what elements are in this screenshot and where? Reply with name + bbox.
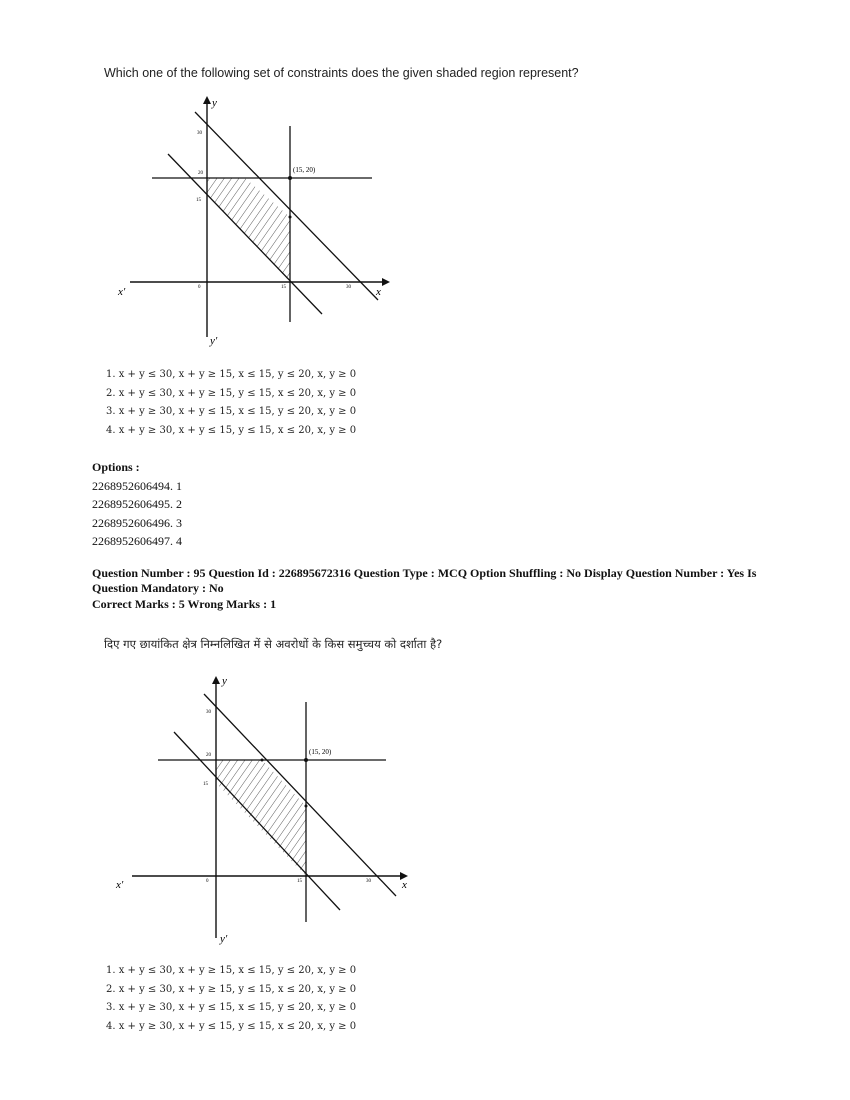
y-axis-label: y <box>212 97 217 109</box>
tick-label-20y: 20 <box>198 171 203 176</box>
x-axis-label: x <box>376 286 381 298</box>
shaded-region <box>207 178 290 282</box>
options-title: Options : <box>92 460 140 474</box>
tick-label-30x: 30 <box>346 285 351 290</box>
x-axis-label: x <box>402 879 407 891</box>
options-block <box>92 458 182 551</box>
choice-item: 1. x + y ≤ 30, x + y ≥ 15, x ≤ 15, y ≤ 20, x, y ≥ 0 <box>106 369 357 380</box>
choice-item: 1. x + y ≤ 30, x + y ≥ 15, x ≤ 15, y ≤ 20, x, y ≥ 0 <box>106 965 357 976</box>
choice-item: 2. x + y ≤ 30, x + y ≥ 15, y ≤ 15, x ≤ 20, x, y ≥ 0 <box>106 983 357 995</box>
x-neg-axis-label: x′ <box>116 879 124 891</box>
origin-label: 0 <box>206 879 209 884</box>
tick-label-15x: 15 <box>297 879 302 884</box>
question-text-hindi: दिए गए छायांकित क्षेत्र निम्नलिखित में से अवरोधों के किस समुच्चय को दर्शाता है? <box>104 637 443 651</box>
constraint-graph-hindi <box>110 670 420 950</box>
option-id: 2268952606497. 4 <box>92 534 182 549</box>
y-neg-axis-label: y′ <box>210 335 218 347</box>
point-label: (15, 20) <box>293 166 316 174</box>
tick-label-15y: 15 <box>203 782 208 787</box>
point-marker <box>288 176 292 180</box>
marks-line: Correct Marks : 5 Wrong Marks : 1 <box>92 597 277 611</box>
option-id: 2268952606494. 1 <box>92 478 182 493</box>
question-meta <box>92 566 772 612</box>
y-neg-axis-label: y′ <box>220 933 228 945</box>
choice-item: 4. x + y ≥ 30, x + y ≤ 15, y ≤ 15, x ≤ 20, x, y ≥ 0 <box>106 1020 357 1032</box>
question-meta-line: Question Number : 95 Question Id : 226895672316 Question Type : MCQ Option Shuffling : No Display Question Number : Yes Is Question Mandatory : No <box>92 566 757 595</box>
origin-label: 0 <box>198 285 201 290</box>
option-id: 2268952606496. 3 <box>92 515 182 530</box>
point-marker <box>304 758 308 762</box>
option-id: 2268952606495. 2 <box>92 497 182 512</box>
tick-label-30y: 30 <box>197 131 202 136</box>
tick-label-20y: 20 <box>206 753 211 758</box>
constraint-graph-english <box>110 90 400 350</box>
choice-item: 3. x + y ≥ 30, x + y ≤ 15, x ≤ 15, y ≤ 20, x, y ≥ 0 <box>106 1002 357 1014</box>
y-axis-label: y <box>222 675 227 687</box>
line-x-plus-y-15 <box>174 732 340 910</box>
question-text-english: Which one of the following set of constraints does the given shaded region represent? <box>104 66 579 80</box>
x-neg-axis-label: x′ <box>118 286 126 298</box>
choice-list-hindi <box>106 962 356 1036</box>
tick-label-15y: 15 <box>196 198 201 203</box>
choice-item: 2. x + y ≤ 30, x + y ≥ 15, y ≤ 15, x ≤ 20, x, y ≥ 0 <box>106 387 357 399</box>
tick-label-30x: 30 <box>366 879 371 884</box>
point-label: (15, 20) <box>309 748 332 756</box>
tick-label-15x: 15 <box>281 285 286 290</box>
choice-item: 4. x + y ≥ 30, x + y ≤ 15, y ≤ 15, x ≤ 20, x, y ≥ 0 <box>106 424 357 436</box>
choice-item: 3. x + y ≥ 30, x + y ≤ 15, x ≤ 15, y ≤ 20, x, y ≥ 0 <box>106 406 357 418</box>
choice-list-english <box>106 366 356 440</box>
tick-label-30y: 30 <box>206 710 211 715</box>
